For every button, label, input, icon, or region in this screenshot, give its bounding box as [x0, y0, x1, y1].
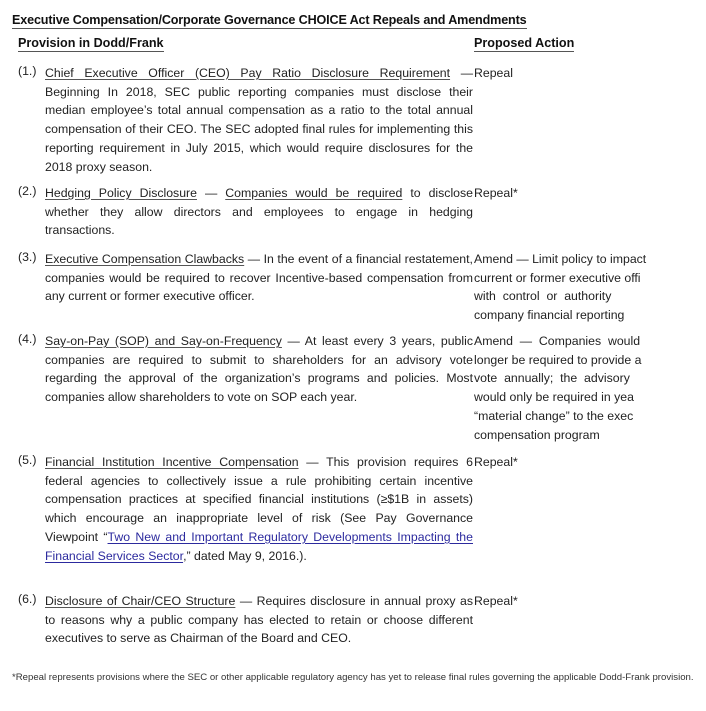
action-line: Repeal: [474, 66, 513, 80]
provision-body: This provision requires 6 federal agencies to collectively issue a rule prohibiting certain incentive compensation practices at specified financial institutions (≥$1B in assets) which encourage an inappropriate level of risk (See Pay Governance Viewpoint “: [45, 455, 473, 544]
row-number: (6.): [18, 592, 37, 606]
column-header-provision: Provision in Dodd/Frank: [18, 36, 164, 50]
action-line: compensation program: [474, 427, 600, 442]
provision-text: [45, 332, 473, 407]
proposed-action: [474, 592, 706, 611]
provision-heading: Hedging Policy Disclosure: [45, 186, 197, 200]
provision-heading: Financial Institution Incentive Compensation: [45, 455, 299, 469]
column-header-action: Proposed Action: [474, 36, 575, 50]
provision-body-after-link: ,” dated May 9, 2016.).: [183, 548, 307, 563]
action-line: Repeal*: [474, 186, 518, 200]
provision-heading: Executive Compensation Clawbacks: [45, 252, 245, 266]
provision-text: [45, 184, 473, 240]
action-line: company financial reporting: [474, 308, 625, 323]
proposed-action: [474, 184, 706, 203]
provision-body: to disclose whether they allow directors and employees to engage in hedging transactions.: [45, 186, 474, 238]
row-number: (4.): [18, 332, 37, 346]
action-line: with control or authority: [474, 289, 612, 304]
provision-text: [45, 453, 473, 565]
provision-text: [45, 592, 473, 648]
row-number: (1.): [18, 64, 37, 78]
provision-text: [45, 64, 473, 176]
provision-body: At least every 3 years, public companies are required to submit to shareholders for an advisory vote regarding the approval of the organization’s programs and policies. Most companies allow shareholders to vote on SOP each year.: [45, 334, 474, 405]
provision-body-underlined: Companies would be required: [225, 186, 403, 200]
provision-body: In the event of a financial restatement, companies would be required to recover Incentive-based compensation from any current or former executive officer.: [45, 252, 473, 304]
action-line: current or former executive offi: [474, 270, 641, 285]
provision-body: Requires disclosure in annual proxy as to reasons why a public company has elected to retain or choose different executives to serve as Chairman of the Board and CEO.: [45, 594, 473, 646]
document-title: Executive Compensation/Corporate Governance CHOICE Act Repeals and Amendments: [12, 13, 527, 27]
row-number: (3.): [18, 250, 37, 264]
provision-heading: Chief Executive Officer (CEO) Pay Ratio Disclosure Requirement: [45, 66, 451, 80]
dash: —: [298, 455, 327, 469]
proposed-action: [474, 332, 706, 444]
action-line: Amend — Limit policy to impact: [474, 252, 647, 266]
provision-heading: Say-on-Pay (SOP) and Say-on-Frequency: [45, 334, 282, 348]
provision-heading: Disclosure of Chair/CEO Structure: [45, 594, 236, 608]
proposed-action: [474, 64, 706, 83]
dash: —: [281, 334, 305, 348]
row-number: (2.): [18, 184, 37, 198]
action-line: would only be required in yea: [474, 390, 634, 405]
row-number: (5.): [18, 453, 37, 467]
dash: —: [450, 66, 473, 80]
dash: —: [196, 186, 226, 200]
viewpoint-link[interactable]: Two New and Important Regulatory Developments Impacting the Financial Services Sector: [45, 529, 473, 563]
action-line: longer be required to provide a: [474, 352, 642, 367]
action-line: Repeal*: [474, 594, 518, 608]
action-line: Repeal*: [474, 455, 518, 469]
action-line: “material change” to the exec: [474, 408, 634, 423]
dash: —: [235, 594, 257, 608]
action-line: vote annually; the advisory: [474, 371, 630, 386]
provision-text: [45, 250, 473, 306]
action-line: Amend — Companies would: [474, 334, 641, 348]
proposed-action: [474, 453, 706, 472]
proposed-action: [474, 250, 706, 325]
dash: —: [244, 252, 264, 266]
provision-body: Beginning In 2018, SEC public reporting companies must disclose their median employee’s total annual compensation as a ratio to the total annual compensation of their CEO. The SEC adopted final rules for implementing this reporting requirement in July 2015, which would require disclosures for the 2018 proxy season.: [45, 84, 473, 174]
footnote: *Repeal represents provisions where the SEC or other applicable regulatory agency has yet to release final rules governing the applicable Dodd-Frank provision.: [12, 672, 694, 683]
